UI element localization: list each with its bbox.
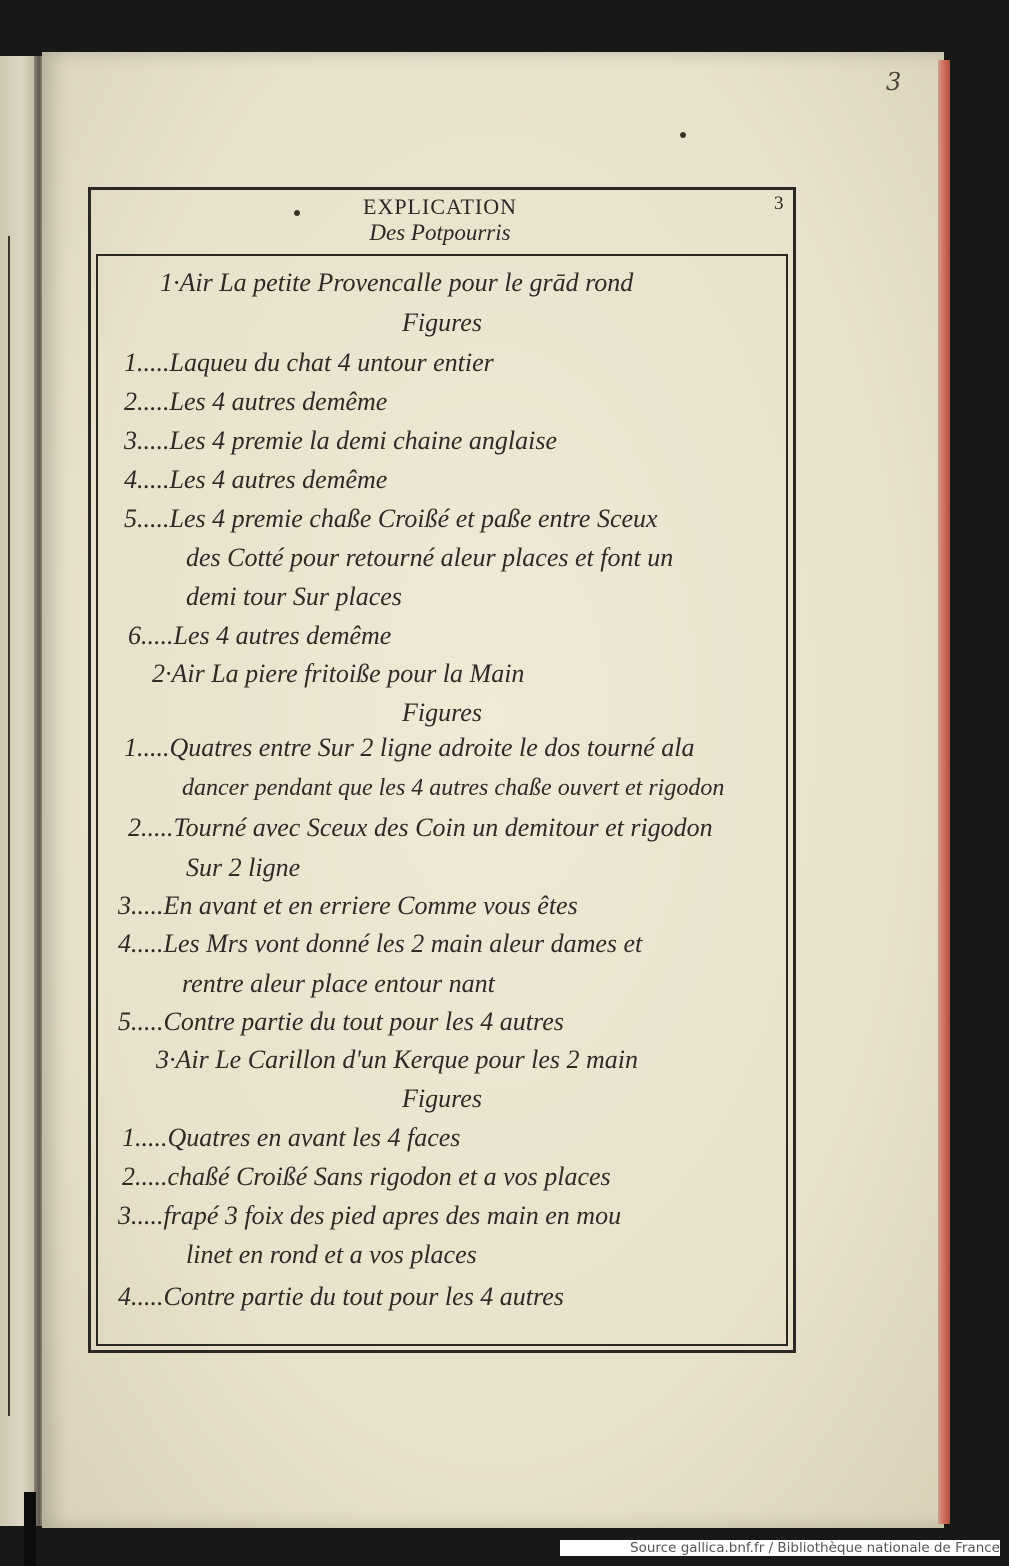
- figure-line: 2.....Tourné avec Sceux des Coin un demitour et rigodon: [128, 813, 713, 842]
- figure-line: 3.....Les 4 premie la demi chaine anglaise: [124, 426, 558, 455]
- figure-line-continued: dancer pendant que les 4 autres chaße ouvert et rigodon: [182, 775, 725, 801]
- figure-line-continued: linet en rond et a vos places: [186, 1240, 477, 1269]
- figures-heading: Figures: [402, 698, 482, 727]
- header-subtitle: Des Potpourris: [369, 220, 511, 245]
- figure-line: 3.....frapé 3 foix des pied apres des main en mou: [118, 1201, 622, 1230]
- figure-line: 1.....Quatres en avant les 4 faces: [122, 1123, 461, 1152]
- page-number: 3: [886, 68, 902, 96]
- air-heading: 1·Air La petite Provencalle pour le grād rond: [160, 268, 634, 297]
- header-title: EXPLICATION: [363, 194, 517, 219]
- air-heading: 3·Air Le Carillon d'un Kerque pour les 2 main: [156, 1045, 638, 1074]
- air-heading: 2·Air La piere fritoiße pour la Main: [152, 659, 525, 688]
- source-attribution: Source gallica.bnf.fr / Bibliothèque nationale de France: [560, 1540, 1000, 1556]
- figures-heading: Figures: [402, 308, 482, 337]
- figure-line: 4.....Les 4 autres demême: [124, 465, 388, 494]
- figure-line: 2.....Les 4 autres demême: [124, 387, 388, 416]
- figure-line: 2.....chaßé Croißé Sans rigodon et a vos places: [122, 1162, 611, 1191]
- figure-line: 5.....Contre partie du tout pour les 4 autres: [118, 1007, 564, 1036]
- red-page-edge: [938, 60, 950, 1524]
- figure-line: 1.....Quatres entre Sur 2 ligne adroite le dos tourné ala: [124, 733, 695, 762]
- figure-line-continued: demi tour Sur places: [186, 582, 402, 611]
- figure-line: 6.....Les 4 autres demême: [128, 621, 392, 650]
- ink-spot: [680, 132, 686, 138]
- figure-line-continued: Sur 2 ligne: [186, 853, 301, 882]
- left-page-edge: [0, 56, 36, 1526]
- figure-line: 4.....Contre partie du tout pour les 4 autres: [118, 1282, 564, 1311]
- figures-heading: Figures: [402, 1084, 482, 1113]
- figure-line: 3.....En avant et en erriere Comme vous êtes: [118, 891, 578, 920]
- figure-line: 1.....Laqueu du chat 4 untour entier: [124, 348, 494, 377]
- plate-number: 3: [774, 193, 784, 214]
- figure-line-continued: des Cotté pour retourné aleur places et font un: [186, 543, 674, 572]
- figure-line: 5.....Les 4 premie chaße Croißé et paße entre Sceux: [124, 504, 658, 533]
- left-plate-border: [0, 236, 10, 1416]
- figure-line: 4.....Les Mrs vont donné les 2 main aleur dames et: [118, 929, 643, 958]
- bookmark-ribbon: [24, 1492, 36, 1566]
- figure-line-continued: rentre aleur place entour nant: [182, 969, 495, 998]
